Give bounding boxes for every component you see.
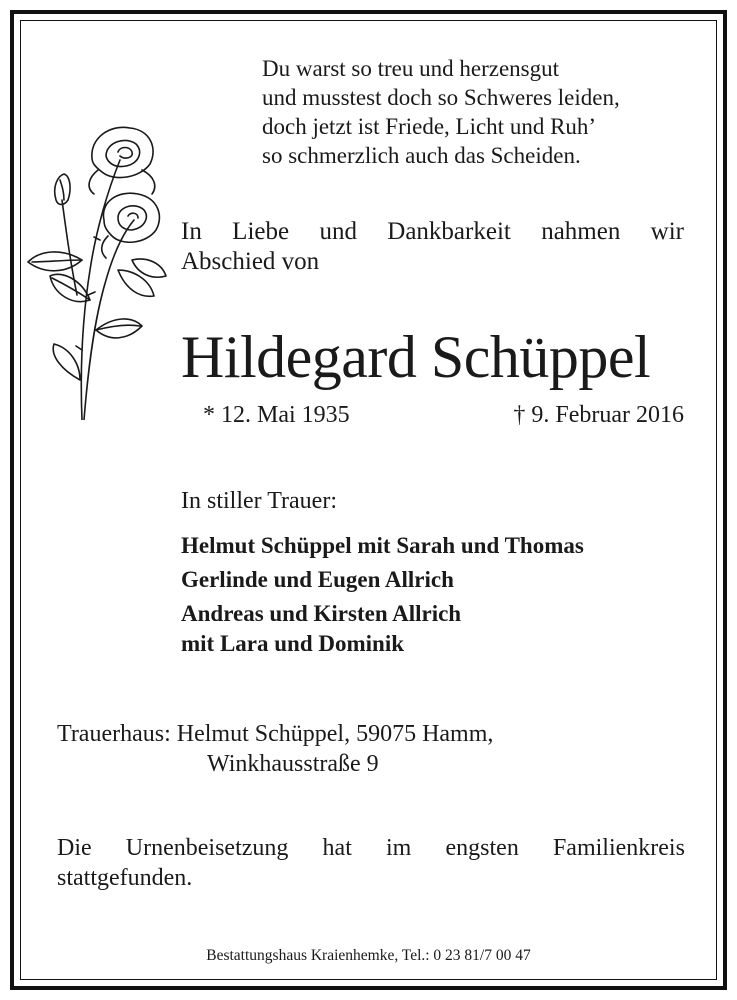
burial-word: im xyxy=(386,835,412,861)
family-line: Andreas und Kirsten Allrich xyxy=(181,601,462,626)
intro-word: nahmen xyxy=(541,218,621,245)
family-line: mit Lara und Dominik xyxy=(181,631,405,656)
poem-line: so schmerzlich auch das Scheiden. xyxy=(262,143,581,168)
trauerhaus-address xyxy=(57,719,493,779)
intro-line-1 xyxy=(181,217,684,247)
intro-text xyxy=(181,217,684,277)
poem-line: doch jetzt ist Friede, Licht und Ruh’ xyxy=(262,114,597,139)
family-list xyxy=(181,531,584,659)
intro-word: und xyxy=(319,218,357,245)
burial-line-1 xyxy=(57,833,685,863)
intro-line-2: Abschied von xyxy=(181,248,320,275)
life-dates xyxy=(203,400,684,430)
intro-word: In xyxy=(181,218,202,245)
intro-word: Dankbarkeit xyxy=(387,218,511,245)
burial-word: hat xyxy=(322,835,352,861)
family-line: Helmut Schüppel mit Sarah und Thomas xyxy=(181,533,584,558)
burial-word: Die xyxy=(57,835,92,861)
funeral-home-footer: Bestattungshaus Kraienhemke, Tel.: 0 23 81/7 00 47 xyxy=(206,947,531,964)
intro-word: wir xyxy=(650,218,684,245)
trauerhaus-line-2: Winkhausstraße 9 xyxy=(207,751,379,777)
death-date: † 9. Februar 2016 xyxy=(513,402,684,428)
burial-word: Urnenbeisetzung xyxy=(125,835,289,861)
poem-line: und musstest doch so Schweres leiden, xyxy=(262,85,620,110)
burial-notice xyxy=(57,833,685,893)
rose-icon xyxy=(22,120,172,420)
poem-line: Du warst so treu und herzensgut xyxy=(262,56,560,81)
trauerhaus-line-1: Trauerhaus: Helmut Schüppel, 59075 Hamm, xyxy=(57,721,494,747)
deceased-name: Hildegard Schüppel xyxy=(181,324,651,390)
burial-word: engsten xyxy=(445,835,519,861)
birth-date: * 12. Mai 1935 xyxy=(203,402,350,428)
poem xyxy=(262,54,620,170)
family-line: Gerlinde und Eugen Allrich xyxy=(181,567,454,592)
mourning-label: In stiller Trauer: xyxy=(181,488,337,514)
intro-word: Liebe xyxy=(232,218,290,245)
burial-word: Familienkreis xyxy=(552,835,685,861)
burial-line-2: stattgefunden. xyxy=(57,865,193,891)
